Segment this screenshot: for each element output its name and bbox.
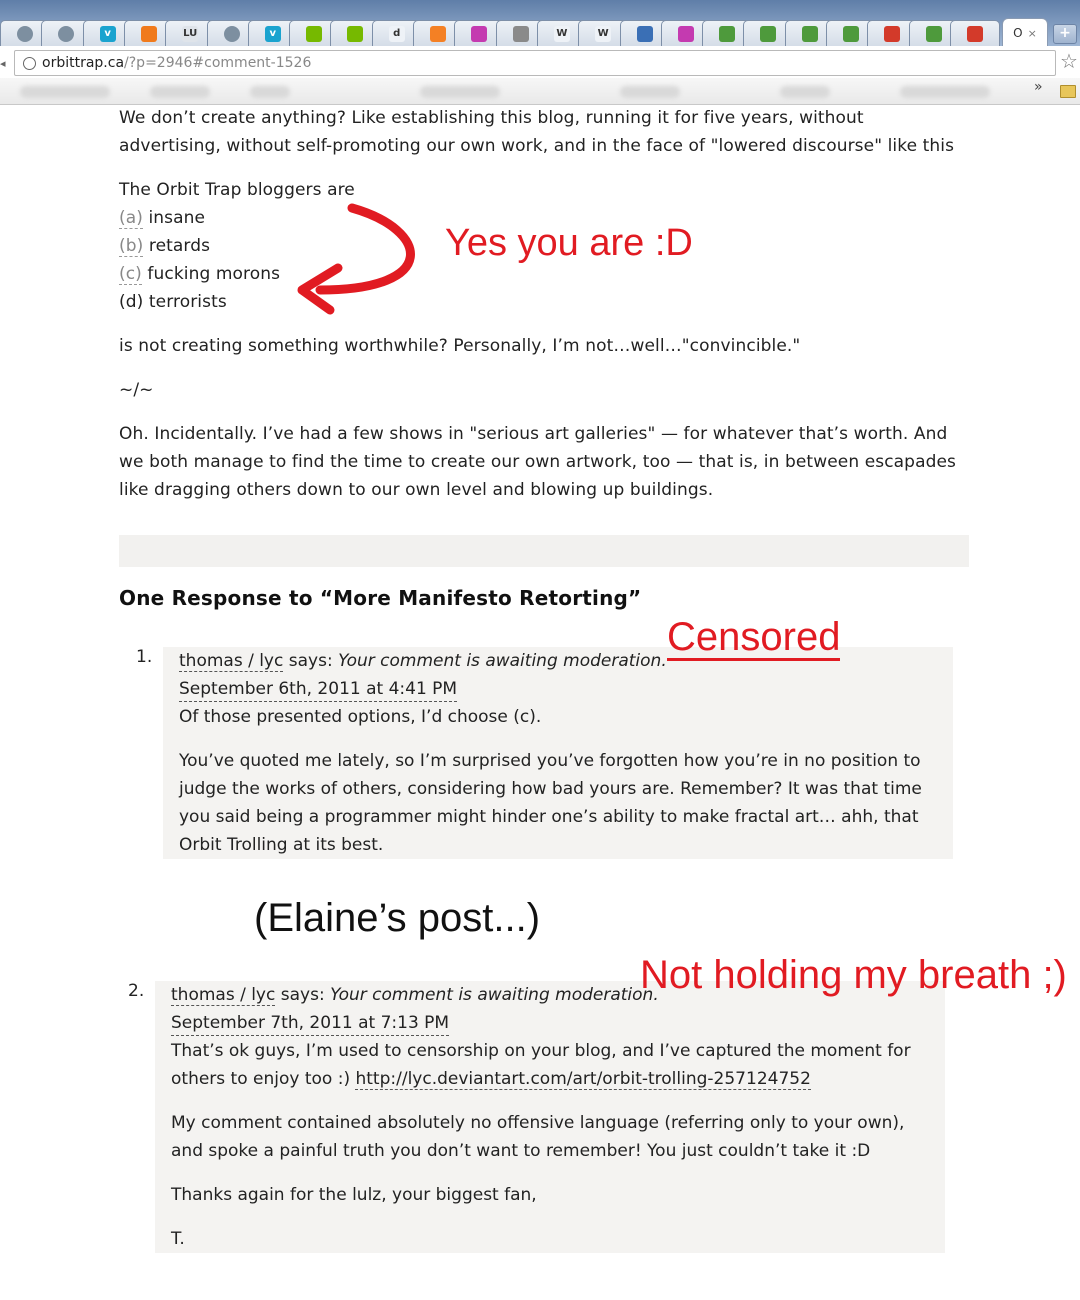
vimeo-icon: v — [100, 26, 116, 42]
active-tab[interactable] — [1002, 18, 1048, 47]
image-icon — [843, 26, 859, 42]
image-icon — [719, 26, 735, 42]
d-icon: d — [389, 26, 405, 42]
bookmarks-bar — [0, 78, 1080, 105]
frame-icon — [471, 26, 487, 42]
image-icon — [926, 26, 942, 42]
new-tab-button[interactable]: + — [1053, 24, 1077, 44]
annotation-not-holding-breath: Not holding my breath ;) — [640, 953, 1067, 997]
annotation-censored: Censored — [667, 615, 841, 659]
comment-text-span: That’s ok guys, I’m used to censorship on your blog, and I’ve captured the moment for others to enjoy too :) — [171, 1041, 911, 1089]
says-label: says: — [283, 651, 339, 671]
orange-site-icon — [141, 26, 157, 42]
deviantart-link[interactable]: http://lyc.deviantart.com/art/orbit-trolling-257124752 — [355, 1069, 811, 1089]
comment-text: Thanks again for the lulz, your biggest fan, — [171, 1185, 537, 1205]
post-paragraph: We don’t create anything? Like establishing this blog, running it for five years, without advertising, without self-promoting our own work, and in the face of "lowered discourse" like this — [119, 108, 955, 156]
comment-number: 2. — [128, 981, 145, 1001]
bookmarks-overflow-icon[interactable]: » — [1034, 79, 1043, 95]
globe-icon — [17, 26, 33, 42]
lu-icon: LU — [182, 26, 198, 42]
option-a-text: insane — [142, 208, 206, 228]
option-a-link[interactable]: (a) — [119, 208, 143, 228]
globe-icon — [224, 26, 240, 42]
option-c-text: fucking morons — [141, 264, 281, 284]
option-d-text: terrorists — [143, 292, 227, 312]
option-b-link[interactable]: (b) — [119, 236, 144, 256]
target-icon — [637, 26, 653, 42]
comment-date-link[interactable]: September 6th, 2011 at 4:41 PM — [179, 677, 457, 702]
url-path: /?p=2946#comment-1526 — [124, 55, 312, 71]
post-footer-bar — [119, 535, 969, 567]
comment-text — [171, 1037, 936, 1093]
comment-text: You’ve quoted me lately, so I’m surprised you’ve forgotten how you’re in no position to judge the works of others, considering how bad yours are. Remember? It was that time you said being a programmer might hinder one’s ability to make fractal art… ahh, that Orbit Trolling at its best. — [179, 751, 922, 855]
option-c-link[interactable]: (c) — [119, 264, 142, 284]
annotation-elaines-post: (Elaine’s post...) — [254, 896, 541, 940]
list-intro: The Orbit Trap bloggers are — [119, 180, 355, 200]
comment-1-body — [179, 647, 944, 875]
comment-signature: T. — [171, 1229, 185, 1249]
image-icon — [760, 26, 776, 42]
bookmark-star-icon[interactable]: ☆ — [1060, 49, 1078, 73]
comment-author-link[interactable]: thomas / lyc — [179, 651, 284, 671]
mondrian-icon — [967, 26, 983, 42]
post-body — [119, 104, 969, 520]
page-icon — [23, 57, 36, 70]
frame-icon — [678, 26, 694, 42]
moderation-notice: Your comment is awaiting moderation. — [338, 651, 667, 671]
option-d — [119, 288, 969, 316]
comment-2-body — [171, 981, 936, 1269]
post-paragraph: is not creating something worthwhile? Personally, I’m not…well…"convincible." — [119, 336, 801, 356]
responses-title: One Response to “More Manifesto Retorting” — [119, 586, 642, 610]
nvidia-icon — [306, 26, 322, 42]
comment-text: Of those presented options, I’d choose (c). — [179, 707, 542, 727]
browser-tab[interactable] — [950, 20, 1000, 47]
comment-number: 1. — [136, 647, 153, 667]
address-bar[interactable] — [14, 50, 1056, 76]
red-arrow-annotation — [280, 190, 440, 320]
globe-icon — [58, 26, 74, 42]
comment-text: My comment contained absolutely no offensive language (referring only to your own), and spoke a painful truth you don’t want to remember! You just couldn’t take it :D — [171, 1113, 905, 1161]
option-b-text: retards — [143, 236, 211, 256]
image-icon — [802, 26, 818, 42]
annotation-yes-you-are: Yes you are :D — [445, 222, 693, 264]
nvidia-icon — [347, 26, 363, 42]
browser-toolbar — [0, 46, 1080, 79]
close-icon[interactable]: × — [1027, 26, 1037, 40]
url-host: orbittrap.ca — [42, 55, 125, 71]
says-label: says: — [275, 985, 331, 1005]
option-d-letter: (d) — [119, 292, 144, 312]
folder-icon[interactable] — [1060, 85, 1076, 98]
vimeo-icon: v — [265, 26, 281, 42]
mondrian-icon — [884, 26, 900, 42]
apple-icon — [513, 26, 529, 42]
wikipedia-icon: W — [595, 26, 611, 42]
stackoverflow-icon — [430, 26, 446, 42]
back-icon[interactable]: ◂ — [0, 57, 6, 70]
wikipedia-icon: W — [554, 26, 570, 42]
post-paragraph: Oh. Incidentally. I’ve had a few shows in "serious art galleries" — for whatever that’s worth. And we both manage to find the time to create our own artwork, too — that is, in between escapades like dragging others down to our own level and blowing up buildings. — [119, 424, 956, 500]
comment-date-link[interactable]: September 7th, 2011 at 7:13 PM — [171, 1011, 449, 1036]
moderation-notice: Your comment is awaiting moderation. — [330, 985, 659, 1005]
separator: ~/~ — [119, 380, 154, 400]
active-tab-label: O — [1013, 26, 1023, 40]
comment-author-link[interactable]: thomas / lyc — [171, 985, 276, 1005]
tab-strip — [0, 0, 1080, 46]
